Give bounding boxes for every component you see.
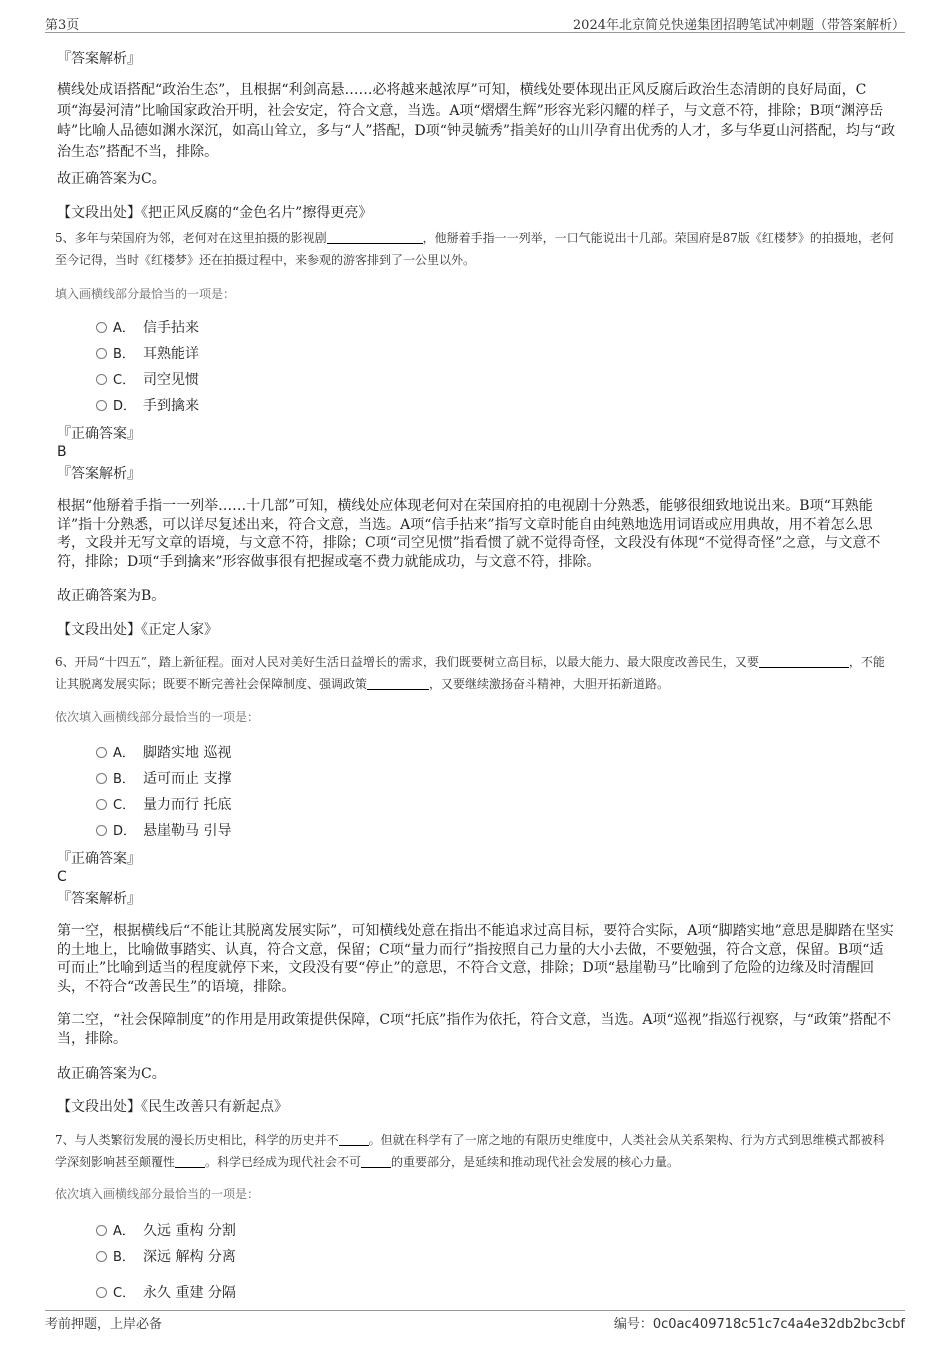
q5-option-b[interactable]: B． 耳熟能详 <box>96 344 199 365</box>
q6-stem-end: ，又要继续激扬奋斗精神，大胆开拓新道路。 <box>429 677 670 691</box>
radio-button-icon[interactable] <box>96 747 107 758</box>
q6-source: 【文段出处】《民生改善只有新起点》 <box>57 1099 288 1115</box>
q5-prompt: 填入画横线部分最恰当的一项是： <box>55 287 236 301</box>
q5-blank <box>327 230 423 244</box>
q7-option-c[interactable]: C． 永久 重建 分隔 <box>96 1283 236 1304</box>
q6-blank-1 <box>759 654 849 668</box>
document-code: 编号：0c0ac409718c51c7c4a4e32db2bc3cbf <box>613 1317 905 1332</box>
radio-button-icon[interactable] <box>96 348 107 359</box>
radio-button-icon[interactable] <box>96 825 107 836</box>
q6-option-c[interactable]: C． 量力而行 托底 <box>96 795 231 816</box>
q7-blank-2 <box>175 1154 205 1168</box>
q6-stem-line1: 6、开局“十四五”，踏上新征程。面对人民对美好生活日益增长的需求，我们既要树立高目标，以最大能力、最大限度改善民生，又要 <box>55 655 759 669</box>
q5-stem <box>55 227 895 271</box>
q6-correct-answer: C <box>57 869 67 885</box>
q5-source: 【文段出处】《正定人家》 <box>57 622 218 638</box>
q7-stem: 7、与人类繁衍发展的漫长历史相比，科学的历史并不 。但就在科学有了一席之地的有限历史维度中，人类社会从关系架构、行为方式到思维模式都被科学深刻影响甚至颠覆性 。科学已经成为现代社会不可 的重要部分，是延续和推动现代社会发展的核心力量。 <box>55 1133 885 1169</box>
q5-conclusion: 故正确答案为B。 <box>57 588 166 604</box>
q5-option-a[interactable]: A． 信手拈来 <box>96 318 199 339</box>
q6-option-a[interactable]: A． 脚踏实地 巡视 <box>96 743 231 764</box>
q6-option-d[interactable]: D． 悬崖勒马 引导 <box>96 821 231 842</box>
q4-conclusion: 故正确答案为C。 <box>57 171 166 187</box>
radio-button-icon[interactable] <box>96 1287 107 1298</box>
q4-analysis-label: 『答案解析』 <box>57 51 141 67</box>
q5-option-d[interactable]: D． 手到擒来 <box>96 396 199 417</box>
radio-button-icon[interactable] <box>96 400 107 411</box>
q5-stem-after: ，他掰着手指一一列举，一口气能说出十几部。荣国府是87版《红楼梦》的拍摄地，老何至今记得，当时《红楼梦》还在拍摄过程中，来参观的游客排到了一公里以外。 <box>55 231 894 267</box>
q6-prompt: 依次填入画横线部分最恰当的一项是： <box>55 710 260 724</box>
q6-conclusion: 故正确答案为C。 <box>57 1066 166 1082</box>
page-header <box>0 0 950 38</box>
q5-analysis-label: 『答案解析』 <box>57 466 141 482</box>
q6-blank-2 <box>367 676 429 690</box>
radio-button-icon[interactable] <box>96 1251 107 1262</box>
footer-slogan: 考前押题，上岸必备 <box>45 1317 163 1332</box>
radio-button-icon[interactable] <box>96 773 107 784</box>
q6-option-b[interactable]: B． 适可而止 支撑 <box>96 769 231 790</box>
q7-blank-3 <box>361 1154 391 1168</box>
document-title: 2024年北京简兑快递集团招聘笔试冲刺题（带答案解析） <box>572 18 905 33</box>
q4-analysis-text: 横线处成语搭配“政治生态”，且根据“利剑高悬……必将越来越浓厚”可知，横线处要体现出正风反腐后政治生态清朗的良好局面，C项“海晏河清”比喻国家政治开明，社会安定，符合文意，当选。A项“熠熠生辉”形容光彩闪耀的样子，与文意不符，排除；B项“渊渟岳峙”比喻人品德如渊水深沉，如高山耸立，多与“人”搭配，D项“钟灵毓秀”指美好的山川孕育出优秀的人才，多与华夏山河搭配，均与“政治生态”搭配不当，排除。 <box>57 82 896 160</box>
radio-button-icon[interactable] <box>96 799 107 810</box>
header-divider <box>45 32 905 33</box>
q6-correct-label: 『正确答案』 <box>57 851 141 867</box>
radio-button-icon[interactable] <box>96 322 107 333</box>
q6-stem <box>55 651 895 695</box>
q5-correct-label: 『正确答案』 <box>57 426 141 442</box>
q6-analysis-paragraph-1: 第一空，根据横线后“不能让其脱离发展实际”，可知横线处意在指出不能追求过高目标，要符合实际，A项“脚踏实地”意思是脚踏在坚实的土地上，比喻做事踏实、认真，符合文意，保留；C项“量力而行”指按照自己力量的大小去做，不要勉强，符合文意，保留。B项“适可而止”比喻到适当的程度就停下来，文段没有要“停止”的意思，不符合文意，排除；D项“悬崖勒马”比喻到了危险的边缘及时清醒回头，不符合“改善民生”的语境，排除。 <box>57 923 894 995</box>
footer-divider <box>45 1310 905 1311</box>
q7-option-a[interactable]: A． 久远 重构 分割 <box>96 1221 236 1242</box>
q6-analysis-label: 『答案解析』 <box>57 891 141 907</box>
q6-analysis-paragraph-2: 第二空，“社会保障制度”的作用是用政策提供保障，C项“托底”指作为依托，符合文意，当选。A项“巡视”指巡行视察，与“政策”搭配不当，排除。 <box>57 1012 892 1047</box>
q7-option-b[interactable]: B． 深远 解构 分离 <box>96 1247 236 1268</box>
q5-option-c[interactable]: C． 司空见惯 <box>96 370 199 391</box>
q5-correct-answer: B <box>57 444 67 460</box>
q5-analysis-text: 根据“他掰着手指一一列举……十几部”可知，横线处应体现老何对在荣国府拍的电视剧十分熟悉，能够很细致地说出来。B项“耳熟能详”指十分熟悉，可以详尽复述出来，符合文意，当选。A项“信手拈来”指写文章时能自由纯熟地选用词语或应用典故，用不着怎么思考，文段并无写文章的语境，与文意不符，排除；C项“司空见惯”指看惯了就不觉得奇怪，文段没有体现“不觉得奇怪”之意，与文意不符，排除；D项“手到擒来”形容做事很有把握或毫不费力就能成功，与文意不符，排除。 <box>57 498 881 570</box>
q6-stem-mid: ，不能让其脱离发展实际；既要不断完善社会保障制度、强调政策 <box>55 655 885 691</box>
radio-button-icon[interactable] <box>96 374 107 385</box>
q5-stem-before: 5、多年与荣国府为邻，老何对在这里拍摄的影视剧 <box>55 231 327 245</box>
q7-prompt: 依次填入画横线部分最恰当的一项是： <box>55 1187 260 1201</box>
page-footer <box>0 1305 950 1345</box>
page-number: 第3页 <box>45 18 80 33</box>
radio-button-icon[interactable] <box>96 1225 107 1236</box>
q4-source: 【文段出处】《把正风反腐的“金色名片”擦得更亮》 <box>57 205 373 221</box>
q7-blank-1 <box>339 1132 369 1146</box>
